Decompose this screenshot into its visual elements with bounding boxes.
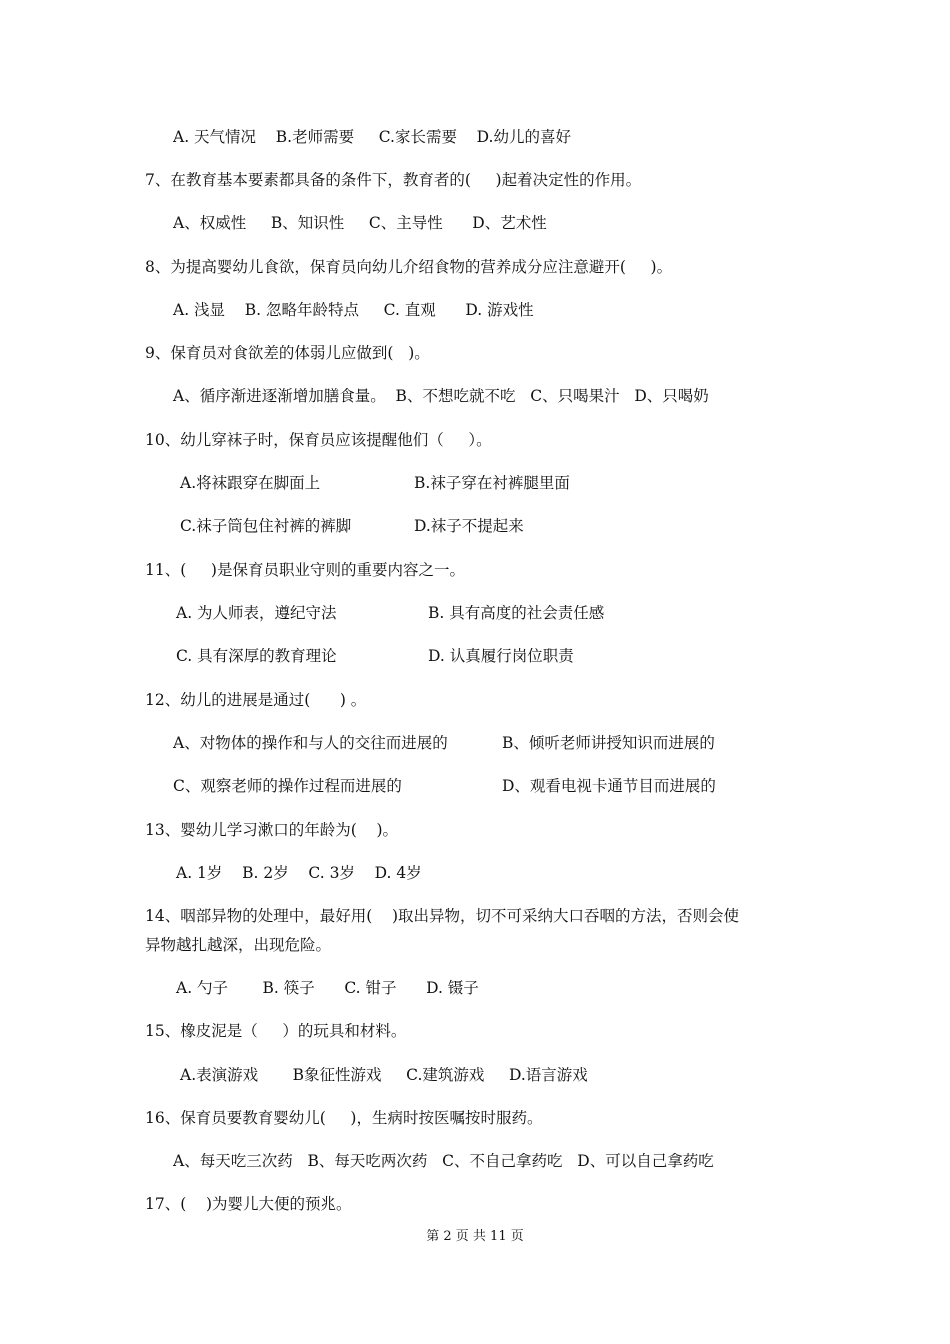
- q14-options: A. 勺子 B. 筷子 C. 钳子 D. 镊子: [176, 979, 479, 997]
- question-12: 12、幼儿的进展是通过( ) 。: [145, 691, 367, 709]
- q13-options: A. 1岁 B. 2岁 C. 3岁 D. 4岁: [176, 864, 422, 882]
- q12-option-c: C、观察老师的操作过程而进展的: [173, 777, 402, 795]
- q10-option-d: D.袜子不提起来: [414, 517, 524, 535]
- question-9: 9、保育员对食欲差的体弱儿应做到( )。: [145, 344, 430, 362]
- q15-options: A.表演游戏 B象征性游戏 C.建筑游戏 D.语言游戏: [180, 1066, 588, 1084]
- q10-option-b: B.袜子穿在衬裤腿里面: [414, 474, 570, 492]
- question-10: 10、幼儿穿袜子时，保育员应该提醒他们（ ）。: [145, 431, 492, 449]
- q7-options: A、权威性 B、知识性 C、主导性 D、艺术性: [173, 214, 547, 232]
- q8-options: A. 浅显 B. 忽略年龄特点 C. 直观 D. 游戏性: [173, 301, 534, 319]
- question-7: 7、在教育基本要素都具备的条件下，教育者的( )起着决定性的作用。: [145, 171, 642, 189]
- q12-option-d: D、观看电视卡通节目而进展的: [502, 777, 716, 795]
- q11-option-c: C. 具有深厚的教育理论: [176, 647, 337, 665]
- question-14-line-1: 14、咽部异物的处理中，最好用( )取出异物，切不可采纳大口吞咽的方法，否则会使: [145, 907, 740, 925]
- q11-option-b: B. 具有高度的社会责任感: [428, 604, 605, 622]
- q9-options: A、循序渐进逐渐增加膳食量。 B、不想吃就不吃 C、只喝果汁 D、只喝奶: [173, 387, 709, 405]
- q10-option-a: A.将袜跟穿在脚面上: [180, 474, 321, 492]
- q12-option-b: B、倾听老师讲授知识而进展的: [502, 734, 715, 752]
- page-footer: 第 2 页 共 11 页: [426, 1229, 524, 1244]
- question-14-line-2: 异物越扎越深，出现危险。: [145, 936, 332, 954]
- question-13: 13、婴幼儿学习漱口的年龄为( )。: [145, 821, 399, 839]
- q16-options: A、每天吃三次药 B、每天吃两次药 C、不自己拿药吃 D、可以自己拿药吃: [173, 1152, 714, 1170]
- question-8: 8、为提高婴幼儿食欲，保育员向幼儿介绍食物的营养成分应注意避开( )。: [145, 258, 673, 276]
- q6-options: A. 天气情况 B.老师需要 C.家长需要 D.幼儿的喜好: [173, 128, 571, 146]
- question-17: 17、( )为婴儿大便的预兆。: [145, 1195, 352, 1213]
- q11-option-a: A. 为人师表，遵纪守法: [176, 604, 337, 622]
- question-16: 16、保育员要教育婴幼儿( )，生病时按医嘱按时服药。: [145, 1109, 543, 1127]
- q11-option-d: D. 认真履行岗位职责: [428, 647, 574, 665]
- question-11: 11、( )是保育员职业守则的重要内容之一。: [145, 561, 465, 579]
- q12-option-a: A、对物体的操作和与人的交往而进展的: [173, 734, 448, 752]
- question-15: 15、橡皮泥是（ ）的玩具和材料。: [145, 1022, 407, 1040]
- q10-option-c: C.袜子筒包住衬裤的裤脚: [180, 517, 352, 535]
